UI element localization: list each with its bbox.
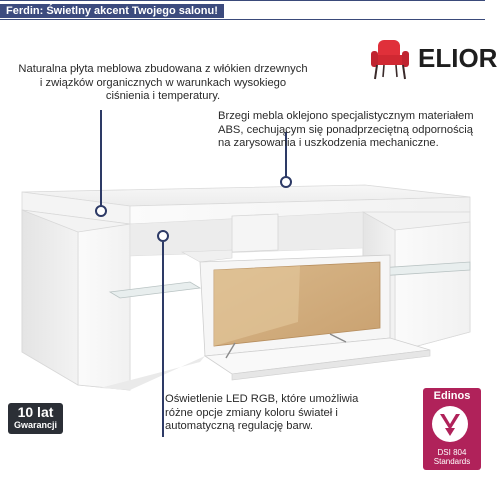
warranty-label: Gwarancji xyxy=(13,420,58,430)
standard-line2: 804 xyxy=(453,448,467,457)
certification-badge xyxy=(423,388,481,472)
callout-edges: Brzegi mebla oklejono specjalistycznym materiałem ABS, cechującym się ponadprzeciętną odpornością na zarysowania i uszkodzenia mechaniczne. xyxy=(218,110,474,149)
certification-emblem xyxy=(432,406,468,442)
standard-line3: Standards xyxy=(433,457,471,466)
connector-line-material xyxy=(100,110,102,206)
banner-title: Ferdin: Świetlny akcent Twojego salonu! xyxy=(0,4,224,18)
brand-name: ELIOR xyxy=(418,43,497,73)
certification-name: Edinos xyxy=(423,388,481,404)
warranty-badge xyxy=(8,403,63,434)
hotspot-material xyxy=(95,205,107,217)
callout-lighting: Oświetlenie LED RGB, które umożliwia różne opcje zmiany koloru świateł i automatyczną regulację barw. xyxy=(165,393,359,432)
warranty-years: 10 lat xyxy=(17,404,54,420)
arrow-chevron-icon xyxy=(432,406,468,442)
certification-body xyxy=(423,404,481,470)
standard-line1: DSI xyxy=(437,448,451,457)
certification-standard xyxy=(425,448,479,466)
hotspot-lighting xyxy=(157,230,169,242)
connector-line-lighting xyxy=(162,242,164,437)
callout-material: Naturalna płyta meblowa zbudowana z włókien drzewnych i związków organicznych w warunkach wysokiego ciśnienia i temperatury. xyxy=(18,63,308,102)
hotspot-edges xyxy=(280,176,292,188)
